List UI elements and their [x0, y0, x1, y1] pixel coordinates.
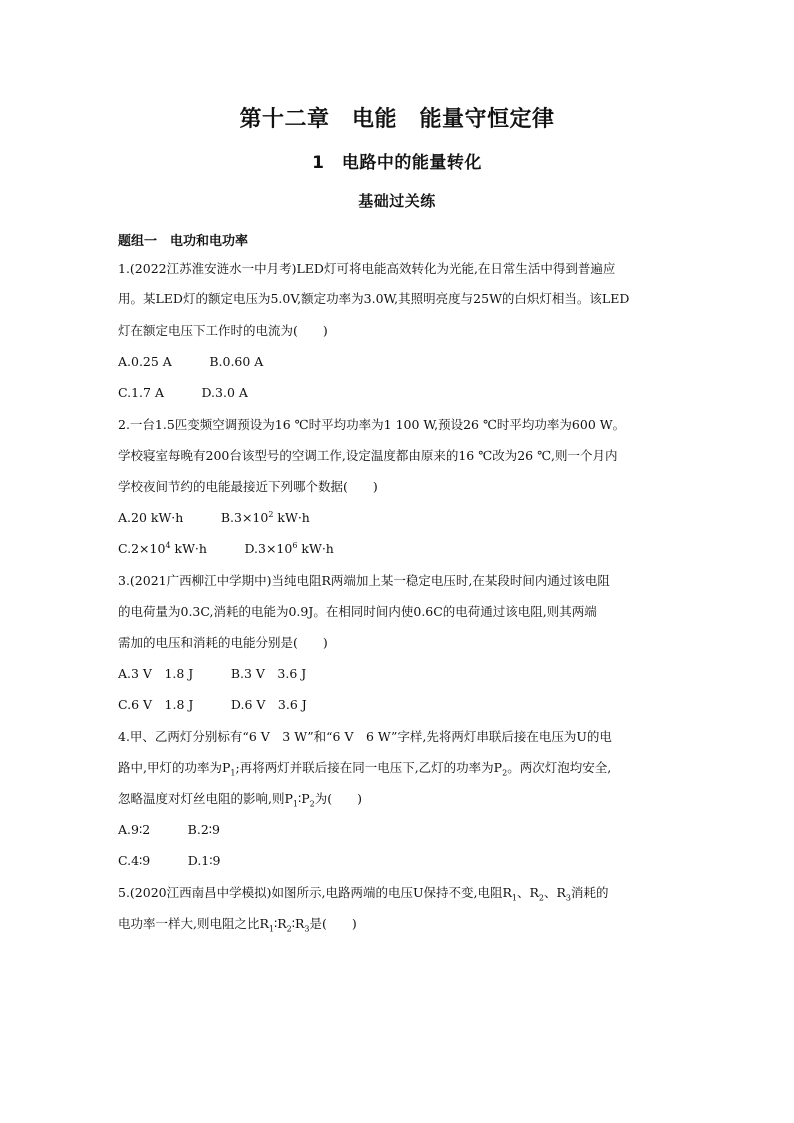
q2-option-b-exponent: 2 [268, 509, 274, 519]
q2-option-c-text: C.2×10 [118, 541, 166, 556]
q2-option-b-unit: kW·h [273, 510, 310, 525]
q3-options-cd: C.6 V 1.8 J D.6 V 3.6 J [118, 697, 307, 712]
q5-line-2-part-d: 是( ) [309, 916, 357, 931]
chapter-title: 第十二章 电能 能量守恒定律 [239, 107, 555, 132]
q1-options-ab: A.0.25 A B.0.60 A [118, 354, 264, 369]
q2-option-d-exponent: 6 [292, 540, 298, 550]
q2-line-3: 学校夜间节约的电能最接近下列哪个数据( ) [118, 479, 378, 494]
q4-line-2-part-a: 路中,甲灯的功率为P [118, 760, 231, 775]
q5-line-1-part-a: 5.(2020江西南昌中学模拟)如图所示,电路两端的电压U保持不变,电阻R [118, 885, 512, 900]
q2-line-1: 2.一台1.5匹变频空调预设为16 ℃时平均功率为1 100 W,预设26 ℃时平均功率为600 W。 [118, 417, 626, 432]
q4-options-ab: A.9∶2 B.2∶9 [118, 822, 220, 837]
q4-line-2-part-c: 。两次灯泡均安全, [507, 760, 612, 775]
q5-line-2 [118, 915, 357, 933]
q5-ratio-r2-subscript: 2 [286, 924, 292, 934]
group-heading: 题组一 电功和电功率 [118, 234, 249, 249]
q5-r1-subscript: 1 [511, 893, 517, 903]
q2-option-a-text: A.20 kW·h B.3×10 [118, 510, 269, 525]
q2-options-ab [118, 509, 310, 527]
subsection-title: 基础过关练 [358, 192, 436, 210]
q4-ratio-p1-subscript: 1 [292, 799, 298, 809]
q4-p1-subscript: 1 [230, 768, 236, 778]
q5-ratio-r1-subscript: 1 [268, 924, 274, 934]
q4-line-2 [118, 759, 611, 777]
q5-ratio-r3-subscript: 3 [304, 924, 310, 934]
q5-line-1 [118, 884, 609, 902]
q1-line-1: 1.(2022江苏淮安涟水一中月考)LED灯可将电能高效转化为光能,在日常生活中得到普遍应 [118, 261, 616, 276]
q3-options-ab: A.3 V 1.8 J B.3 V 3.6 J [118, 666, 307, 681]
q5-line-1-part-d: 消耗的 [571, 885, 609, 900]
q4-line-3-part-a: 忽略温度对灯丝电阻的影响,则P [118, 791, 293, 806]
q5-r2-subscript: 2 [538, 893, 544, 903]
q3-line-3: 需加的电压和消耗的电能分别是( ) [118, 635, 328, 650]
q2-option-d-unit: kW·h [297, 541, 334, 556]
q2-line-2: 学校寝室每晚有200台该型号的空调工作,设定温度都由原来的16 ℃改为26 ℃,则一个月内 [118, 448, 618, 463]
q3-line-1: 3.(2021广西柳江中学期中)当纯电阻R两端加上某一稳定电压时,在某段时间内通过该电阻 [118, 573, 610, 588]
q3-line-2: 的电荷量为0.3C,消耗的电能为0.9J。在相同时间内使0.6C的电荷通过该电阻,则其两端 [118, 604, 597, 619]
q4-line-2-part-b: ;再将两灯并联后接在同一电压下,乙灯的功率为P [235, 760, 503, 775]
q5-r3-subscript: 3 [565, 893, 572, 903]
q2-option-c-exponent: 4 [165, 540, 171, 550]
q5-line-2-part-c: ∶R [291, 916, 305, 931]
q1-options-cd: C.1.7 A D.3.0 A [118, 385, 248, 400]
q4-p2-subscript: 2 [502, 768, 508, 778]
q5-line-1-part-c: 、R [544, 885, 566, 900]
q1-line-2: 用。某LED灯的额定电压为5.0V,额定功率为3.0W,其照明亮度与25W的白炽灯相当。该LED [118, 291, 630, 306]
q1-line-3: 灯在额定电压下工作时的电流为( ) [118, 323, 328, 338]
q5-line-1-part-b: 、R [516, 885, 539, 900]
q2-options-cd [118, 540, 334, 558]
q5-line-2-part-a: 电功率一样大,则电阻之比R [118, 916, 269, 931]
q2-option-d-text: kW·h D.3×10 [170, 541, 293, 556]
q4-line-3-part-c: 为( ) [314, 791, 363, 806]
q4-line-3 [118, 790, 362, 808]
q4-options-cd: C.4∶9 D.1∶9 [118, 853, 221, 868]
q4-line-3-part-b: ∶P [297, 791, 310, 806]
q4-line-1: 4.甲、乙两灯分别标有“6 V 3 W”和“6 V 6 W”字样,先将两灯串联后接在电压为U的电 [118, 729, 612, 744]
q5-line-2-part-b: ∶R [273, 916, 287, 931]
section-title: 1 电路中的能量转化 [312, 153, 482, 173]
q4-ratio-p2-subscript: 2 [309, 799, 315, 809]
